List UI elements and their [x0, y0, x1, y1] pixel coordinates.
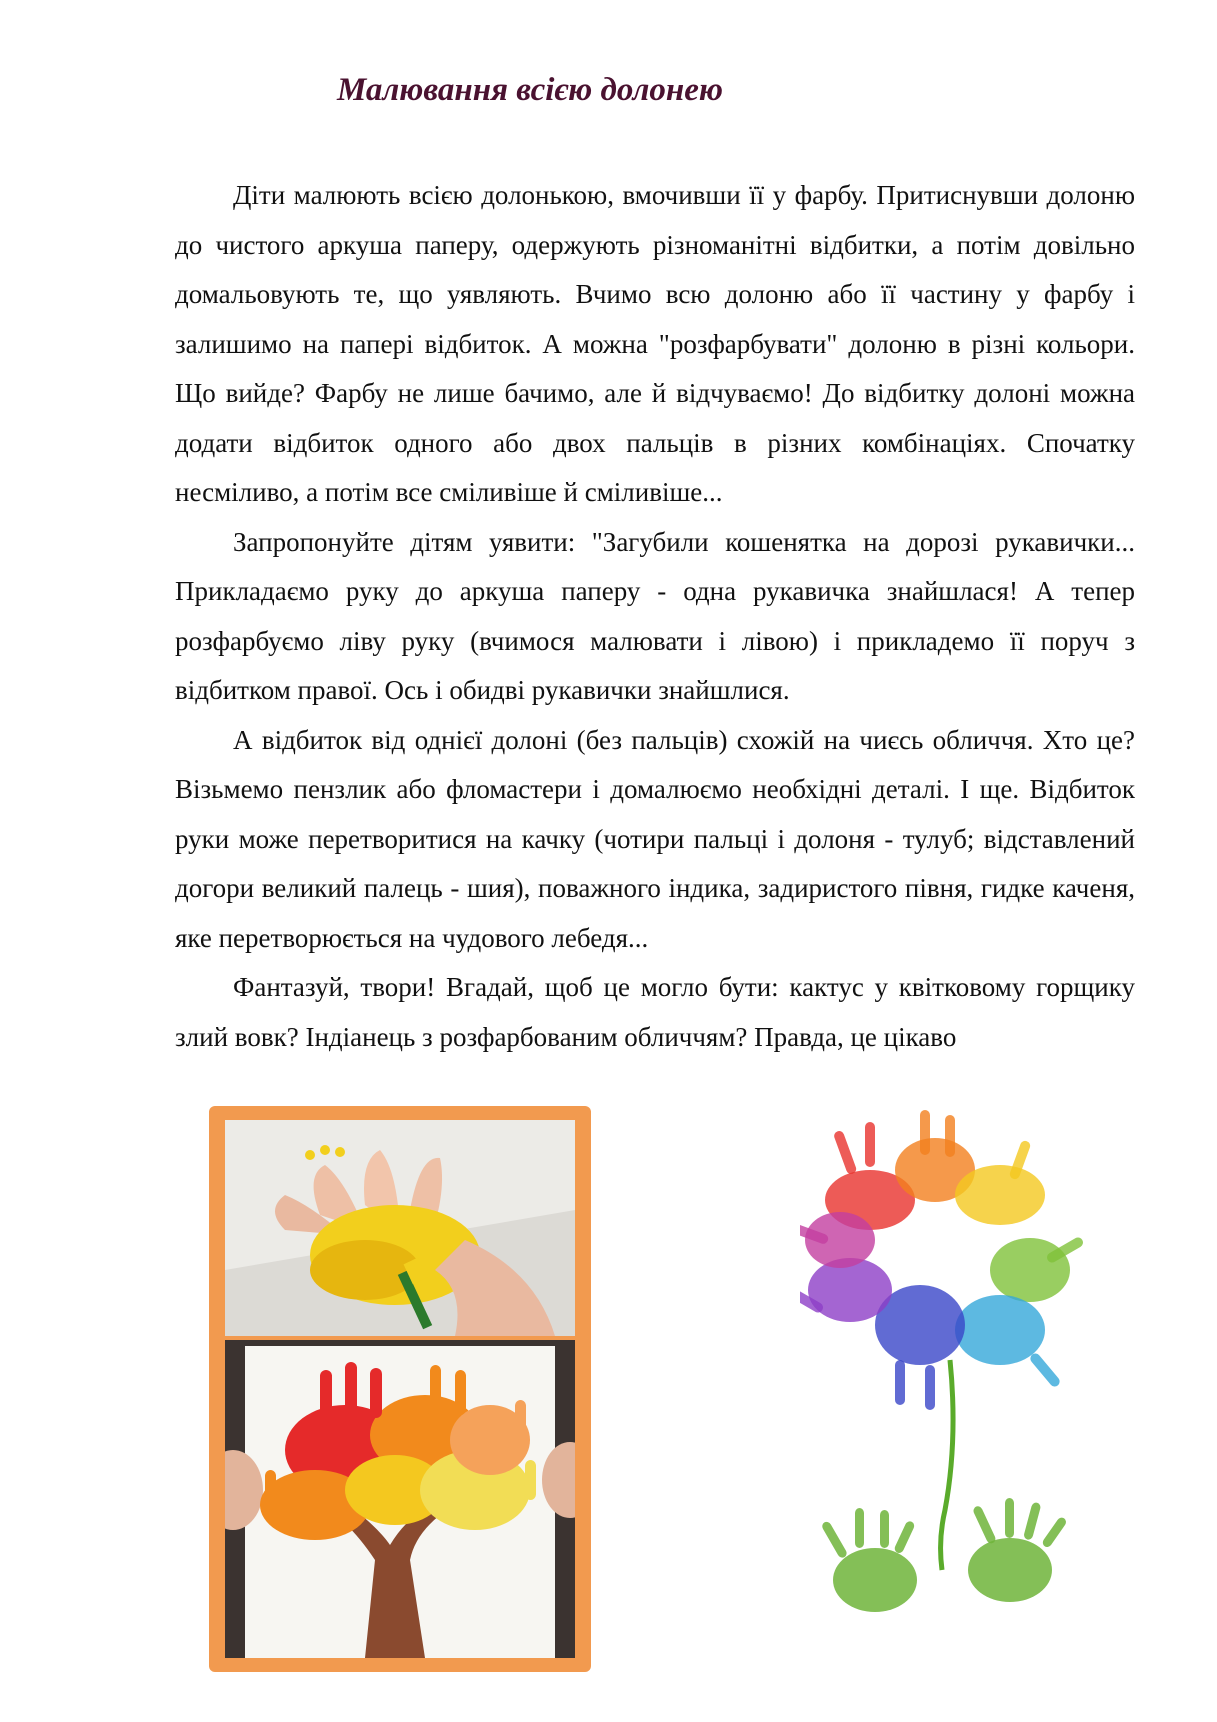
- painted-hand-photo: [225, 1120, 575, 1336]
- handprint-flower-illustration: [800, 1110, 1090, 1665]
- paragraph-3: А відбиток від однієї долоні (без пальців) схожій на чиєсь обличчя. Хто це? Візьмемо пензлик або фломастери і домалюємо необхідні деталі. І ще. Відбиток руки може перетворитися на качку (чотири пальці і долоня - тулуб; відставлений догори великий палець - шия), поважного індика, задиристого півня, гидке каченя, яке перетворюється на чудового лебедя...: [175, 724, 1135, 953]
- handprint-tree-illustration: [225, 1340, 575, 1658]
- article-body: [175, 171, 1135, 1062]
- painted-hand-illustration: [225, 1120, 575, 1336]
- page-title: Малювання всією долонею: [336, 72, 723, 108]
- paragraph-1: Діти малюють всією долонькою, вмочивши її у фарбу. Притиснувши долоню до чистого аркуша паперу, одержують різноманітні відбитки, а потім довільно домальовують те, що уявляють. Вчимо всю долоню або її частину у фарбу і залишимо на папері відбиток. А можна "розфарбувати" долоню в різні кольори. Що вийде? Фарбу не лише бачимо, але й відчуваємо! До відбитку долоні можна додати відбиток одного або двох пальців в різних комбінаціях. Спочатку несміливо, а потім все сміливіше й сміливіше...: [175, 180, 1135, 507]
- handprint-photo-collage: [209, 1106, 591, 1672]
- handprint-tree-photo: [225, 1340, 575, 1658]
- paragraph-2: Запропонуйте дітям уявити: "Загубили кошенятка на дорозі рукавички... Прикладаємо руку до аркуша паперу - одна рукавичка знайшлася! А тепер розфарбуємо ліву руку (вчимося малювати і лівою) і прикладемо її поруч з відбитком правої. Ось і обидві рукавички знайшлися.: [175, 526, 1135, 705]
- paragraph-4: Фантазуй, твори! Вгадай, щоб це могло бути: кактус у квітковому горщику злий вовк? Індіанець з розфарбованим обличчям? Правда, це цікаво: [175, 972, 1135, 1052]
- rainbow-handprint-flower: [800, 1110, 1090, 1665]
